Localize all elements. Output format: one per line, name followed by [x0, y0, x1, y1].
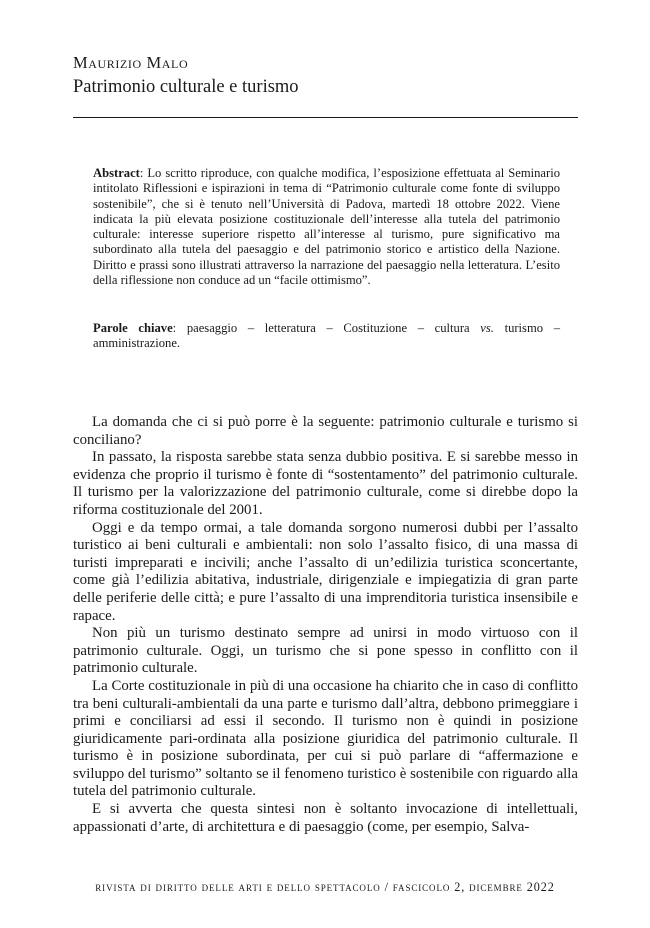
keywords-text: : paesaggio – letteratura – Costituzione – cultura	[172, 321, 481, 335]
body-paragraph: Oggi e da tempo ormai, a tale domanda sorgono numerosi dubbi per l’assalto turistico ai beni culturali e ambientali: non solo l’assalto fisico, di una massa di turisti impreparati e incivili; anche l’assalto di un’edilizia turistica sconcertante, come già l’edilizia abitativa, industriale, dirigenziale e impiegatizia di gran parte delle periferie delle città; e pure l’assalto di una imprenditoria turistica insensibile e rapace.	[73, 519, 578, 624]
keywords-vs: vs.	[480, 321, 494, 335]
keywords-text-end: turismo – amministrazione.	[93, 321, 560, 351]
title-divider	[73, 117, 578, 118]
body-paragraph: La domanda che ci si può porre è la seguente: patrimonio culturale e turismo si conciliano?	[73, 414, 578, 448]
journal-footer: rivista di diritto delle arti e dello spettacolo / fascicolo 2, dicembre 2022	[95, 880, 555, 894]
body-paragraph: La Corte costituzionale in più di una occasione ha chiarito che in caso di conflitto tra beni culturali-ambientali da una parte e turismo dall’altra, debbono primeggiare i primi e conciliarsi ad essi il secondo. Il turismo non è quindi in posizione giuridicamente pari-ordinata alla posizione giuridica del patrimonio culturale. Il turismo è in posizione subordinata, per cui si può parlare di “affermazione e sviluppo del turismo” soltanto se il fenomeno turistico è sostenibile con riguardo alla tutela del patrimonio culturale.	[73, 677, 578, 800]
body-paragraph: In passato, la risposta sarebbe stata senza dubbio positiva. E si sarebbe messo in evidenza che proprio il turismo è fonte di “sostentamento” del patrimonio culturale. Il turismo per la valorizzazione del patrimonio culturale, come si direbbe dopo la riforma costituzionale del 2001.	[73, 449, 578, 518]
body-paragraph: E si avverta che questa sintesi non è soltanto invocazione di intellettuali, appassionati d’arte, di architettura e di paesaggio (come, per esempio, Salva-	[73, 801, 578, 835]
abstract-label: Abstract	[93, 166, 140, 180]
article-title: Patrimonio culturale e turismo	[73, 77, 299, 97]
abstract-text: : Lo scritto riproduce, con qualche modifica, l’esposizione effettuata al Seminario intitolato Riflessioni e ispirazioni in tema di “Patrimonio culturale come fonte di sviluppo sostenibile”, che si è tenuto nell’Università di Padova, martedì 18 ottobre 2022. Viene indicata la più elevata posizione costituzionale dell’interesse alla tutela del patrimonio culturale: interesse superiore rispetto all’interesse al turismo, pure significativo ma subordinato alla tutela del paesaggio e del patrimonio storico e artistico della Nazione. Diritto e prassi sono illustrati attraverso la narrazione del paesaggio nella letteratura. L’esito della riflessione non conduce ad un “facile ottimismo”.	[93, 166, 560, 288]
abstract	[93, 166, 560, 288]
article-body	[73, 414, 578, 836]
keywords-label: Parole chiave	[93, 321, 173, 335]
body-paragraph: Non più un turismo destinato sempre ad unirsi in modo virtuoso con il patrimonio culturale. Oggi, un turismo che si pone spesso in conflitto con il patrimonio culturale.	[73, 625, 578, 677]
author-name: Maurizio Malo	[73, 53, 189, 72]
keywords	[93, 321, 560, 352]
